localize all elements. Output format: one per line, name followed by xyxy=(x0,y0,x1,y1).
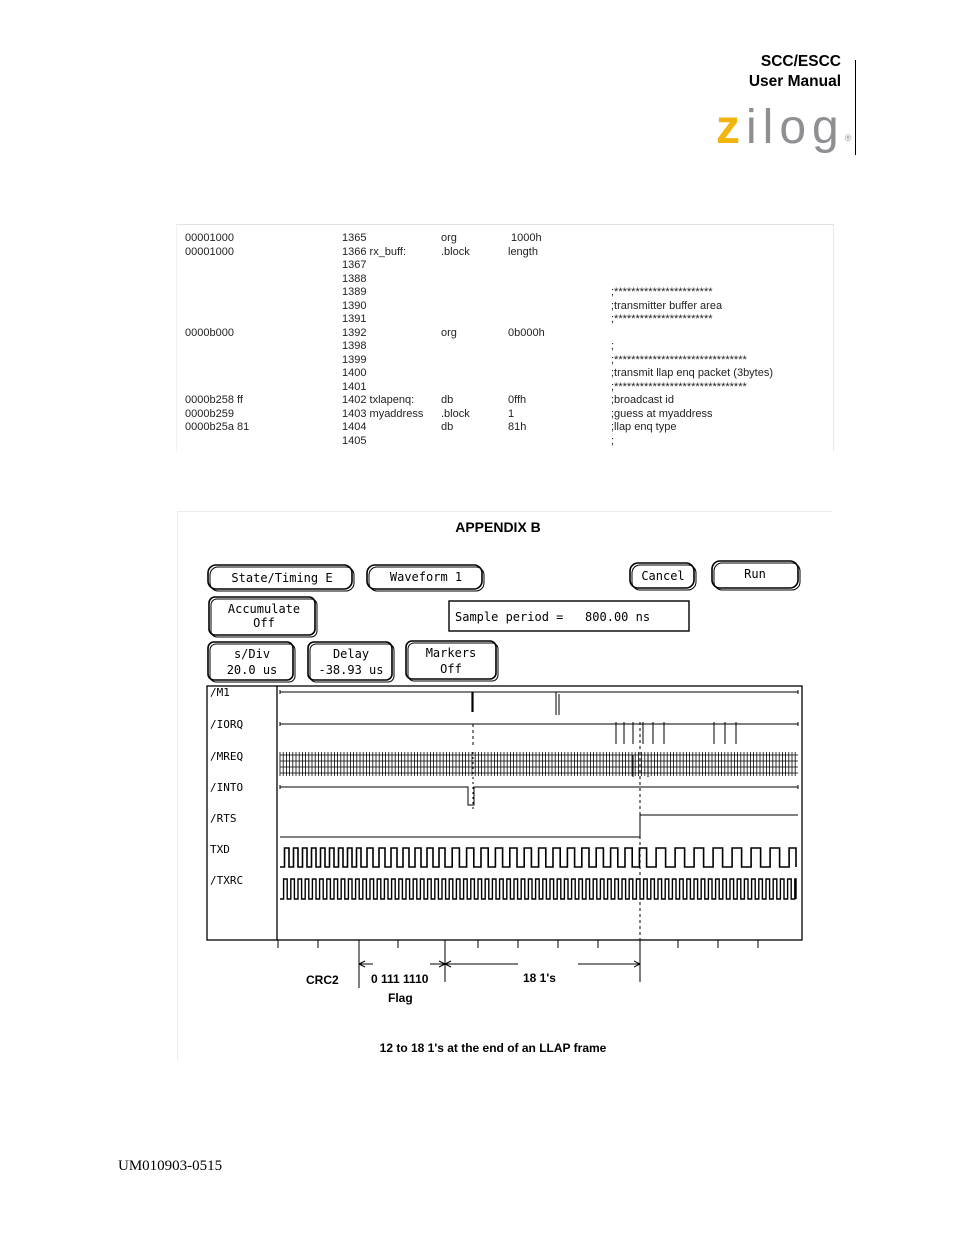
code-row xyxy=(177,231,827,245)
code-op: org xyxy=(441,232,457,244)
code-row xyxy=(177,272,827,286)
code-comment: ; xyxy=(611,340,615,352)
accumulate-value: Off xyxy=(253,616,275,630)
code-line: 1391 xyxy=(342,313,367,325)
sample-period-field xyxy=(449,601,689,631)
waveform-button[interactable] xyxy=(367,565,484,591)
code-comment: ; xyxy=(611,434,615,447)
cancel-label: Cancel xyxy=(641,569,685,583)
code-row xyxy=(177,258,827,272)
code-row xyxy=(177,326,827,340)
code-arg: 0ffh xyxy=(508,394,527,406)
run-label: Run xyxy=(744,567,766,581)
signal-labels xyxy=(210,686,243,887)
code-line: 1398 xyxy=(342,340,367,352)
code-line: 1389 xyxy=(342,286,367,298)
code-line: 1388 xyxy=(342,272,367,285)
code-row xyxy=(177,299,827,313)
logo-z: z xyxy=(716,101,746,154)
code-line: 1402 txlapenq: xyxy=(342,394,415,406)
code-address: 00001000 xyxy=(185,245,234,258)
zilog-logo xyxy=(716,101,852,154)
manual-title-line1: SCC/ESCC xyxy=(760,53,841,70)
code-row xyxy=(177,366,827,380)
code-op: db xyxy=(441,394,454,406)
flag-bits-label: 0 111 1110 xyxy=(371,972,429,986)
header-divider xyxy=(855,60,856,155)
frame-annotations xyxy=(278,940,758,988)
txd-trace xyxy=(280,848,796,867)
code-line: 1390 xyxy=(342,299,367,312)
signal-label-txd: TXD xyxy=(210,843,230,856)
figure-title: APPENDIX B xyxy=(455,519,541,535)
code-comment: ;broadcast id xyxy=(611,394,674,406)
state-timing-label: State/Timing E xyxy=(231,571,333,585)
txrc-wave xyxy=(280,879,796,899)
code-comment: ;******************************* xyxy=(611,353,747,366)
code-line: 1399 xyxy=(342,353,367,366)
mreq-row xyxy=(280,758,798,764)
s-div-label: s/Div xyxy=(233,647,271,661)
code-row xyxy=(177,339,827,353)
code-comment: ;guess at myaddress xyxy=(611,407,713,420)
code-address: 00001000 xyxy=(185,232,234,244)
code-row xyxy=(177,393,827,407)
code-comment: ;transmitter buffer area xyxy=(611,299,723,312)
code-row xyxy=(177,285,827,299)
code-op: .block xyxy=(441,245,470,258)
code-line: 1403 myaddress xyxy=(342,407,424,420)
code-row xyxy=(177,407,827,421)
code-comment: ;llap enq type xyxy=(611,421,677,433)
state-timing-button[interactable] xyxy=(208,565,354,591)
accumulate-button[interactable] xyxy=(209,597,317,637)
txd-wave xyxy=(280,848,796,867)
code-comment: ;transmit llap enq packet (3bytes) xyxy=(611,367,774,379)
code-comment: ;*********************** xyxy=(611,313,713,325)
delay-button[interactable] xyxy=(308,642,394,682)
registered-mark: ® xyxy=(844,133,852,143)
sample-period-label: Sample period = 800.00 ns xyxy=(455,610,651,624)
ones-label: 18 1's xyxy=(523,971,556,985)
code-line: 1400 xyxy=(342,367,367,379)
code-line: 1366 rx_buff: xyxy=(342,245,407,258)
code-row xyxy=(177,353,827,367)
accumulate-label: Accumulate xyxy=(227,602,301,616)
code-op: db xyxy=(441,421,454,433)
code-arg: 1000h xyxy=(508,232,542,244)
document-id: UM010903-0515 xyxy=(118,1158,223,1174)
code-op: .block xyxy=(441,407,470,420)
run-button[interactable] xyxy=(712,561,800,590)
code-arg: 81h xyxy=(508,421,527,433)
signal-label-into: /INTO xyxy=(210,781,244,794)
signal-label-txrc: /TXRC xyxy=(210,874,244,887)
code-row xyxy=(177,312,827,326)
markers-button[interactable] xyxy=(406,641,498,681)
delay-value: -38.93 us xyxy=(318,663,384,677)
txrc-trace xyxy=(280,879,796,899)
mreq-trace xyxy=(280,752,798,777)
code-arg: 1 xyxy=(508,407,515,420)
code-address: 0000b25a 81 xyxy=(185,421,250,433)
manual-title xyxy=(749,52,841,92)
code-listing xyxy=(176,224,834,451)
mreq-row xyxy=(280,770,798,776)
signal-traces xyxy=(280,690,798,952)
code-row xyxy=(177,420,827,434)
code-line: 1405 xyxy=(342,434,367,447)
manual-title-line2: User Manual xyxy=(748,73,841,90)
logic-analyzer-figure xyxy=(177,511,832,1060)
code-line: 1367 xyxy=(342,259,367,271)
code-line: 1365 xyxy=(342,232,367,244)
crc2-label: CRC2 xyxy=(306,973,339,987)
markers-value: Off xyxy=(440,662,462,676)
cancel-button[interactable] xyxy=(630,563,696,590)
code-address: 0000b258 ff xyxy=(185,394,243,406)
code-line: 1392 xyxy=(342,326,367,339)
waveform-label: Waveform 1 xyxy=(389,570,463,584)
figure-caption: 12 to 18 1's at the end of an LLAP frame xyxy=(379,1041,607,1055)
signal-label-rts: /RTS xyxy=(210,812,237,825)
s-div-button[interactable] xyxy=(208,642,295,682)
signal-label-iorq: /IORQ xyxy=(210,718,244,731)
code-comment: ;*********************** xyxy=(611,286,713,298)
markers-label: Markers xyxy=(425,646,477,660)
code-op: org xyxy=(441,326,457,339)
code-address: 0000b000 xyxy=(185,326,234,339)
code-line: 1401 xyxy=(342,380,367,393)
flag-label: Flag xyxy=(388,991,413,1005)
mreq-row xyxy=(280,752,798,758)
code-row xyxy=(177,245,827,259)
code-arg: length xyxy=(508,245,538,258)
delay-label: Delay xyxy=(332,647,370,661)
code-line: 1404 xyxy=(342,421,367,433)
mreq-row xyxy=(280,764,798,770)
signal-label-mreq: /MREQ xyxy=(210,750,244,763)
logo-text: ilog xyxy=(746,101,845,154)
code-address: 0000b259 xyxy=(185,407,234,420)
code-arg: 0b000h xyxy=(508,326,545,339)
s-div-value: 20.0 us xyxy=(226,663,278,677)
code-comment: ;******************************* xyxy=(611,380,747,393)
code-row xyxy=(177,434,827,448)
code-row xyxy=(177,380,827,394)
signal-label-m1: /M1 xyxy=(210,686,230,699)
